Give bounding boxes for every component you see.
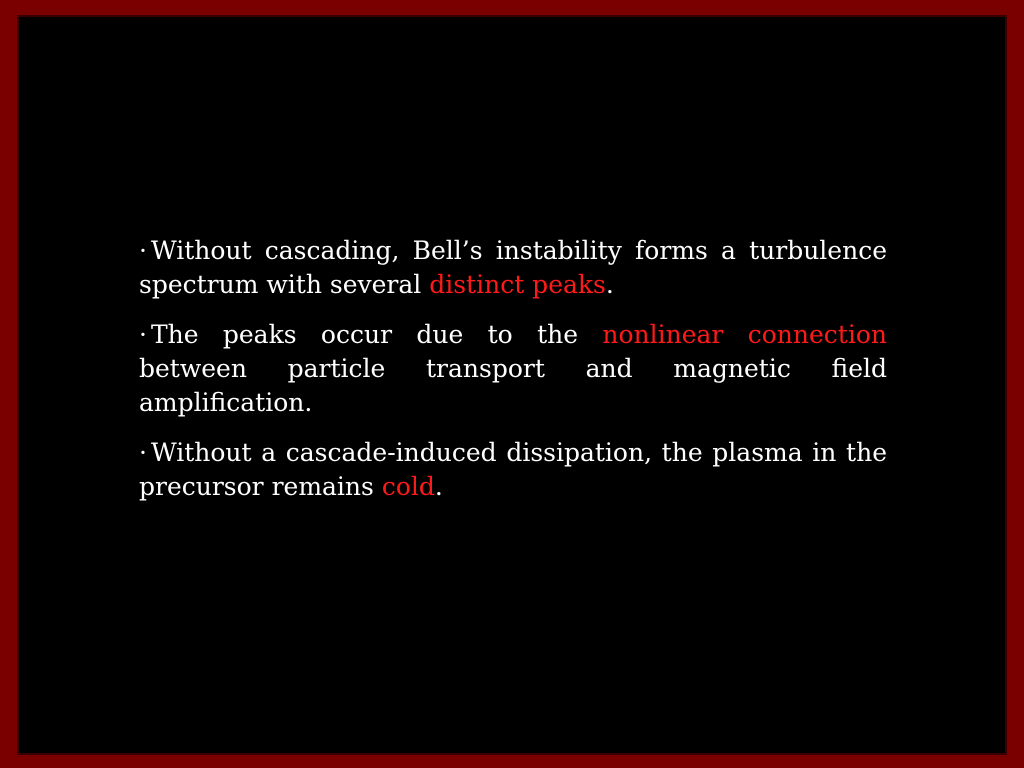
- bullet-text: Without a cascade-induced dissipation, the plasma in the precursor remains: [139, 438, 887, 501]
- bullet-highlight: distinct peaks: [429, 270, 606, 299]
- bullet-marker: ·: [139, 320, 147, 349]
- bullet-text-end: between particle transport and magnetic field amplification.: [139, 354, 887, 417]
- bullet-highlight: cold: [381, 472, 435, 501]
- bullet-marker: ·: [139, 438, 147, 467]
- bullet-item-2: [139, 318, 887, 420]
- bullet-item-3: [139, 436, 887, 504]
- bullet-highlight: nonlinear connection: [602, 320, 887, 349]
- bullet-text: Without cascading, Bell’s instability forms a turbulence spectrum with several: [139, 236, 887, 299]
- slide-canvas: [17, 15, 1007, 755]
- bullet-list: [139, 234, 887, 520]
- bullet-item-1: [139, 234, 887, 302]
- bullet-text-end: .: [434, 472, 443, 501]
- bullet-text: The peaks occur due to the: [150, 320, 603, 349]
- bullet-text-end: .: [605, 270, 614, 299]
- bullet-marker: ·: [139, 236, 147, 265]
